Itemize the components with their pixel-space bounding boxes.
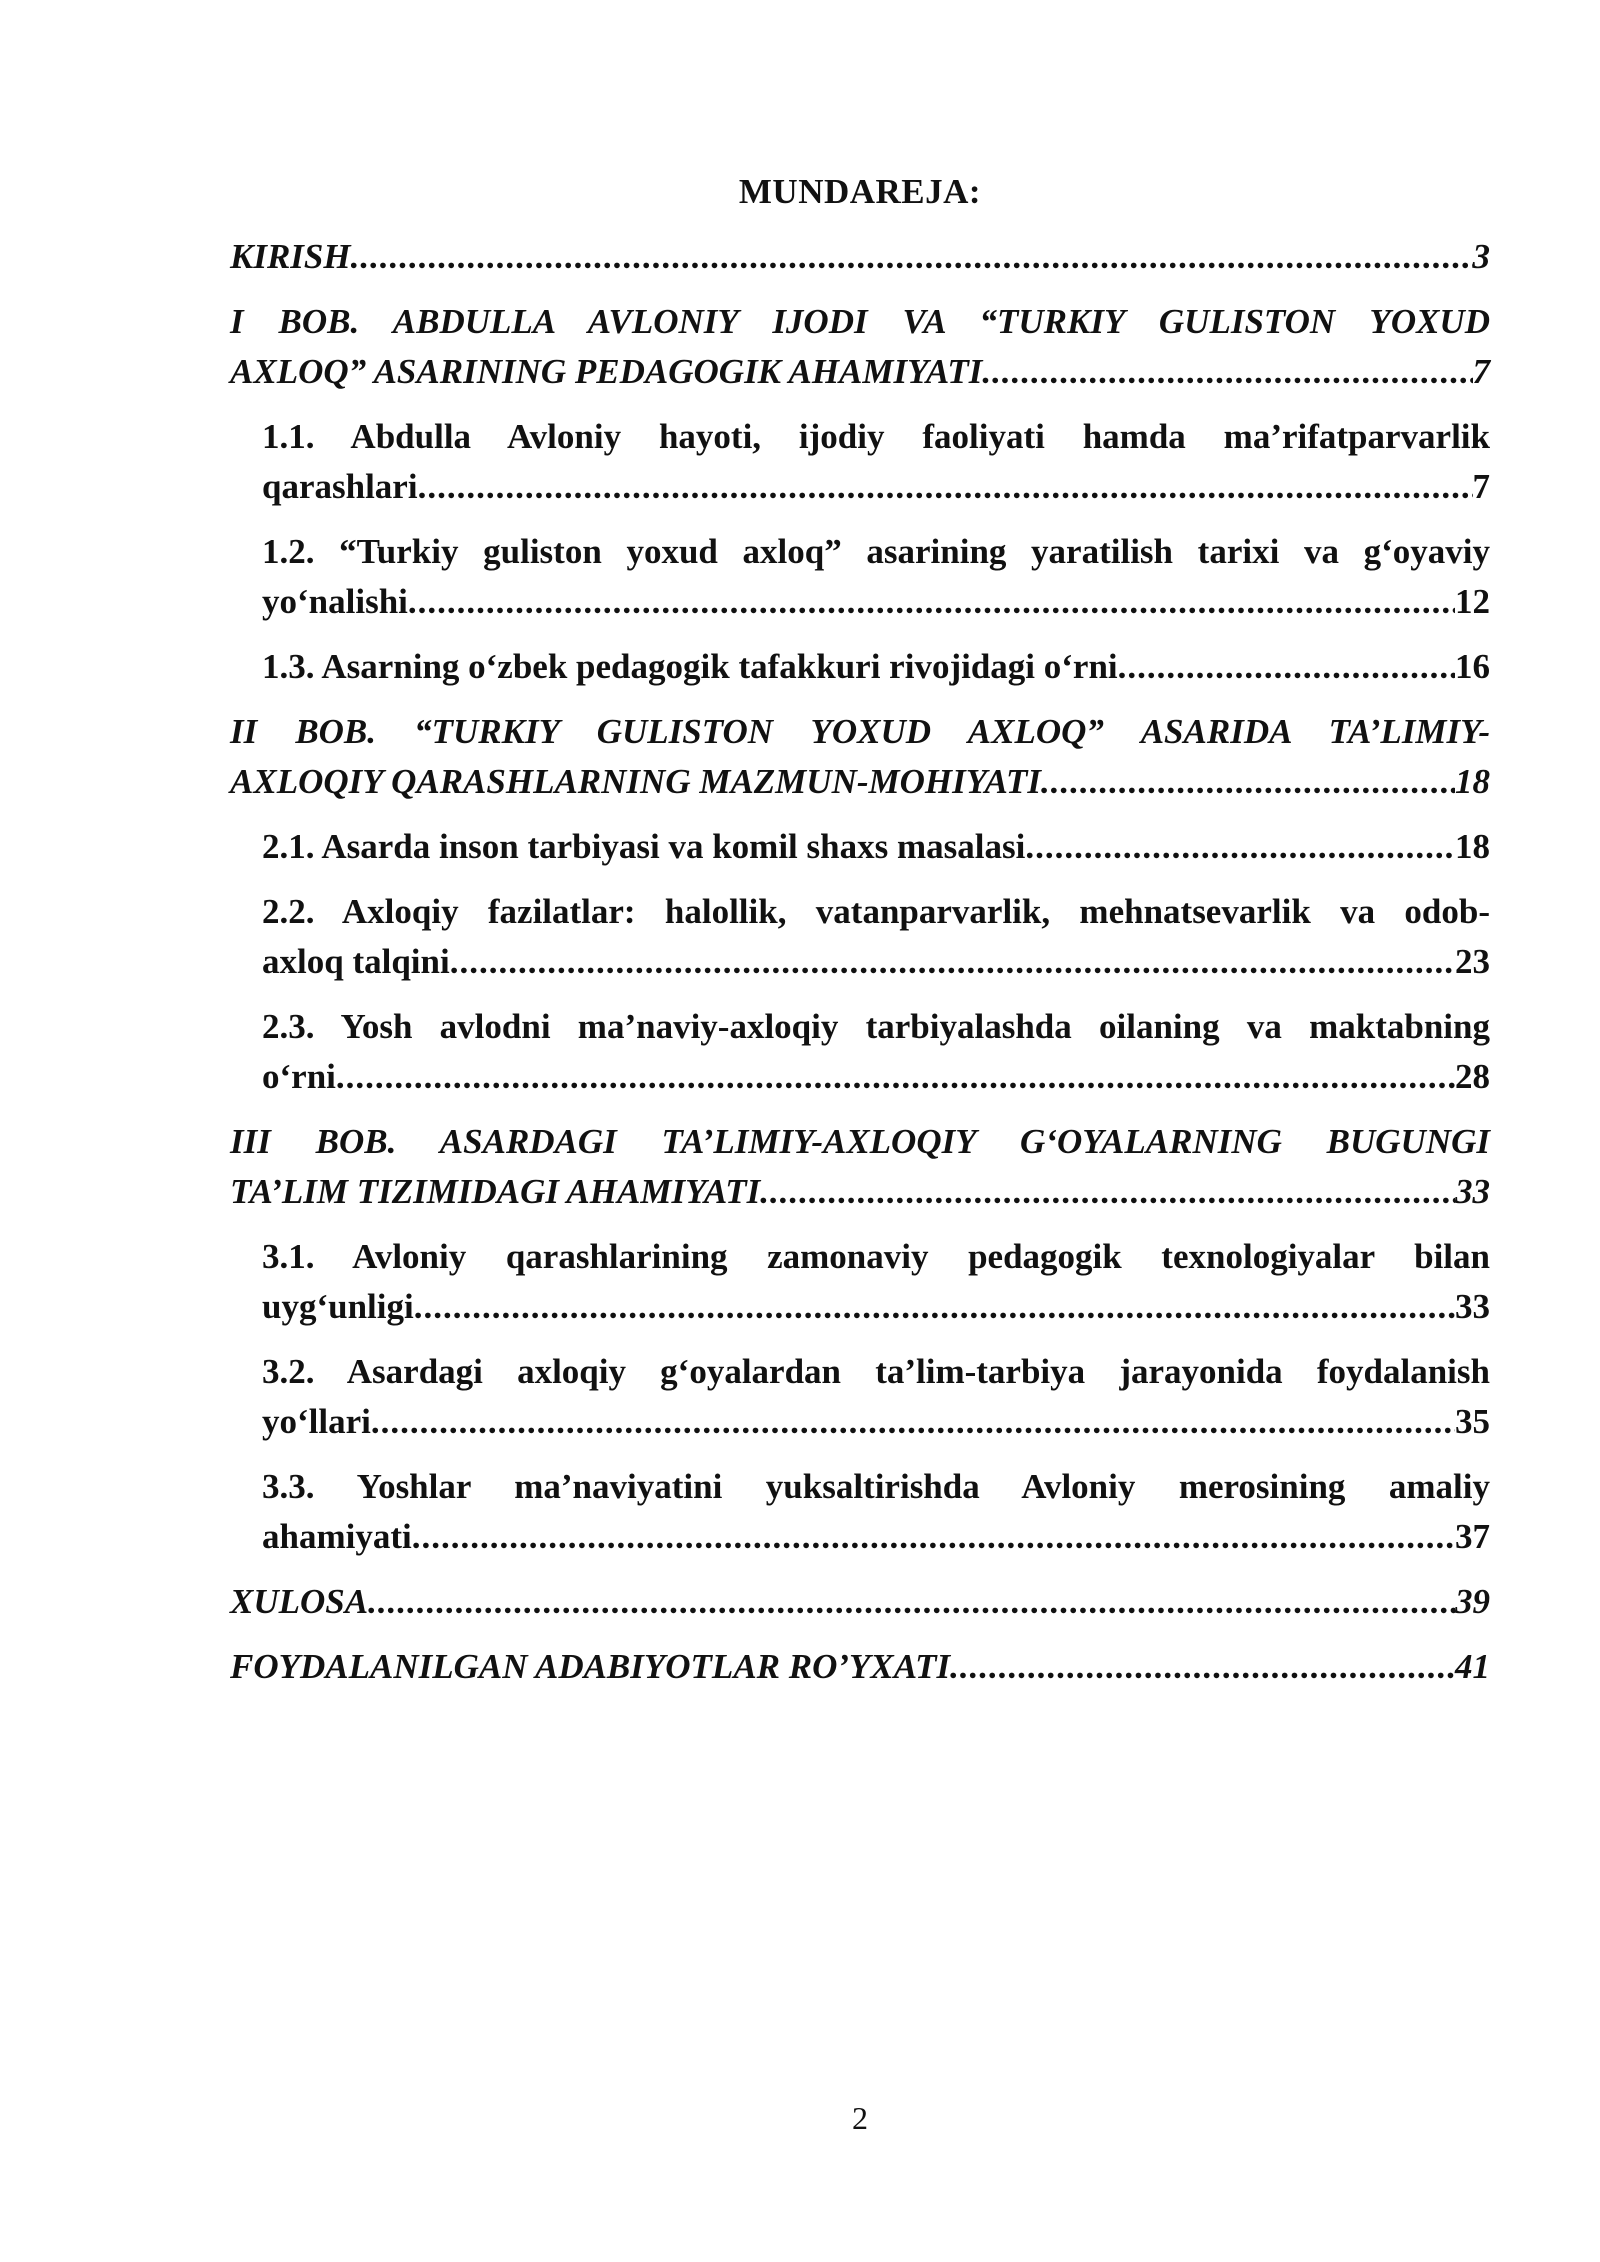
toc-entry-section-3-2[interactable] [262, 1347, 1490, 1447]
toc-entry-label-line1: 1.1. Abdulla Avloniy hayoti, ijodiy faoliyati hamda ma’rifatparvarlik [262, 417, 1490, 456]
toc-entry-label-line2: ahamiyati [262, 1517, 412, 1556]
toc-entry-section-3-1[interactable] [262, 1232, 1490, 1332]
dot-leader [982, 347, 1472, 397]
toc-entry-label-line2: yo‘llari [262, 1402, 371, 1441]
toc-page-number: 33 [1455, 1287, 1490, 1326]
toc-entry-section-1-3[interactable] [262, 642, 1490, 692]
dot-leader [1118, 642, 1455, 692]
toc-entry-xulosa[interactable] [230, 1577, 1490, 1627]
toc-page-number: 16 [1455, 647, 1490, 686]
dot-leader [450, 937, 1455, 987]
toc-entry-section-3-3[interactable] [262, 1462, 1490, 1562]
dot-leader [408, 577, 1455, 627]
dot-leader [760, 1167, 1455, 1217]
toc-page-number: 3 [1472, 237, 1490, 276]
toc-page-number: 33 [1455, 1172, 1490, 1211]
toc-page-number: 7 [1472, 352, 1490, 391]
dot-leader [1041, 757, 1455, 807]
toc-entry-label: 2.1. Asarda inson tarbiyasi va komil shaxs masalasi [262, 827, 1026, 866]
dot-leader [414, 1282, 1455, 1332]
toc-page-number: 39 [1455, 1582, 1490, 1621]
toc-entry-label-line2: qarashlari [262, 467, 418, 506]
toc-entry-label-line1: II BOB. “TURKIY GULISTON YOXUD AXLOQ” ASARIDA TA’LIMIY- [230, 712, 1490, 751]
toc-entry-section-2-3[interactable] [262, 1002, 1490, 1102]
toc-entry-label-line1: I BOB. ABDULLA AVLONIY IJODI VA “TURKIY GULISTON YOXUD [230, 302, 1490, 341]
toc-entry-section-2-1[interactable] [262, 822, 1490, 872]
toc-page-number: 18 [1455, 762, 1490, 801]
dot-leader [336, 1052, 1455, 1102]
toc-entry-label-line1: 3.2. Asardagi axloqiy g‘oyalardan ta’lim-tarbiya jarayonida foydalanish [262, 1352, 1490, 1391]
toc-entry-label-line1: III BOB. ASARDAGI TA’LIMIY-AXLOQIY G‘OYALARNING BUGUNGI [230, 1122, 1490, 1161]
toc-entry-section-1-1[interactable] [262, 412, 1490, 512]
toc-entry-label-line2: AXLOQIY QARASHLARNING MAZMUN-MOHIYATI [230, 762, 1041, 801]
toc-entry-label-line1: 3.3. Yoshlar ma’naviyatini yuksaltirishda Avloniy merosining amaliy [262, 1467, 1490, 1506]
toc-entry-label-line1: 2.3. Yosh avlodni ma’naviy-axloqiy tarbiyalashda oilaning va maktabning [262, 1007, 1490, 1046]
toc-entry-section-1-2[interactable] [262, 527, 1490, 627]
dot-leader [418, 462, 1473, 512]
toc-entry-label: XULOSA [230, 1582, 369, 1621]
toc-entry-label: FOYDALANILGAN ADABIYOTLAR RO’YXATI [230, 1647, 951, 1686]
toc-entry-label-line1: 3.1. Avloniy qarashlarining zamonaviy pedagogik texnologiyalar bilan [262, 1237, 1490, 1276]
toc-page-number: 41 [1455, 1647, 1490, 1686]
toc-page-number: 23 [1455, 942, 1490, 981]
toc-entry-label-line2: AXLOQ” ASARINING PEDAGOGIK AHAMIYATI [230, 352, 983, 391]
toc-page-number: 35 [1455, 1402, 1490, 1441]
page-number: 2 [852, 2100, 868, 2136]
toc-entry-label-line2: TA’LIM TIZIMIDAGI AHAMIYATI [230, 1172, 761, 1211]
toc-page-number: 12 [1455, 582, 1490, 621]
page-title: MUNDAREJA: [738, 172, 982, 211]
toc-entry-label-line2: uyg‘unligi [262, 1287, 414, 1326]
toc-entry-label-line1: 2.2. Axloqiy fazilatlar: halollik, vatanparvarlik, mehnatsevarlik va odob- [262, 892, 1490, 931]
dot-leader [351, 232, 1473, 282]
dot-leader [1025, 822, 1455, 872]
dot-leader [412, 1512, 1455, 1562]
toc-entry-label: KIRISH [230, 237, 351, 276]
toc-page-number: 7 [1472, 467, 1490, 506]
dot-leader [368, 1577, 1455, 1627]
dot-leader [950, 1642, 1455, 1692]
toc-page-number: 28 [1455, 1057, 1490, 1096]
toc-entry-chapter-2[interactable] [230, 707, 1490, 807]
toc-page-number: 37 [1455, 1517, 1490, 1556]
toc-entry-label-line2: o‘rni [262, 1057, 336, 1096]
toc-entry-label-line2: axloq talqini [262, 942, 450, 981]
toc-entry-label-line2: yo‘nalishi [262, 582, 408, 621]
dot-leader [371, 1397, 1455, 1447]
toc-entry-kirish[interactable] [230, 232, 1490, 282]
table-of-contents [230, 232, 1490, 1707]
toc-entry-chapter-1[interactable] [230, 297, 1490, 397]
toc-entry-section-2-2[interactable] [262, 887, 1490, 987]
toc-entry-references[interactable] [230, 1642, 1490, 1692]
toc-entry-label-line1: 1.2. “Turkiy guliston yoxud axloq” asarining yaratilish tarixi va g‘oyaviy [262, 532, 1490, 571]
toc-entry-label: 1.3. Asarning o‘zbek pedagogik tafakkuri rivojidagi o‘rni [262, 647, 1118, 686]
toc-page-number: 18 [1455, 827, 1490, 866]
toc-entry-chapter-3[interactable] [230, 1117, 1490, 1217]
